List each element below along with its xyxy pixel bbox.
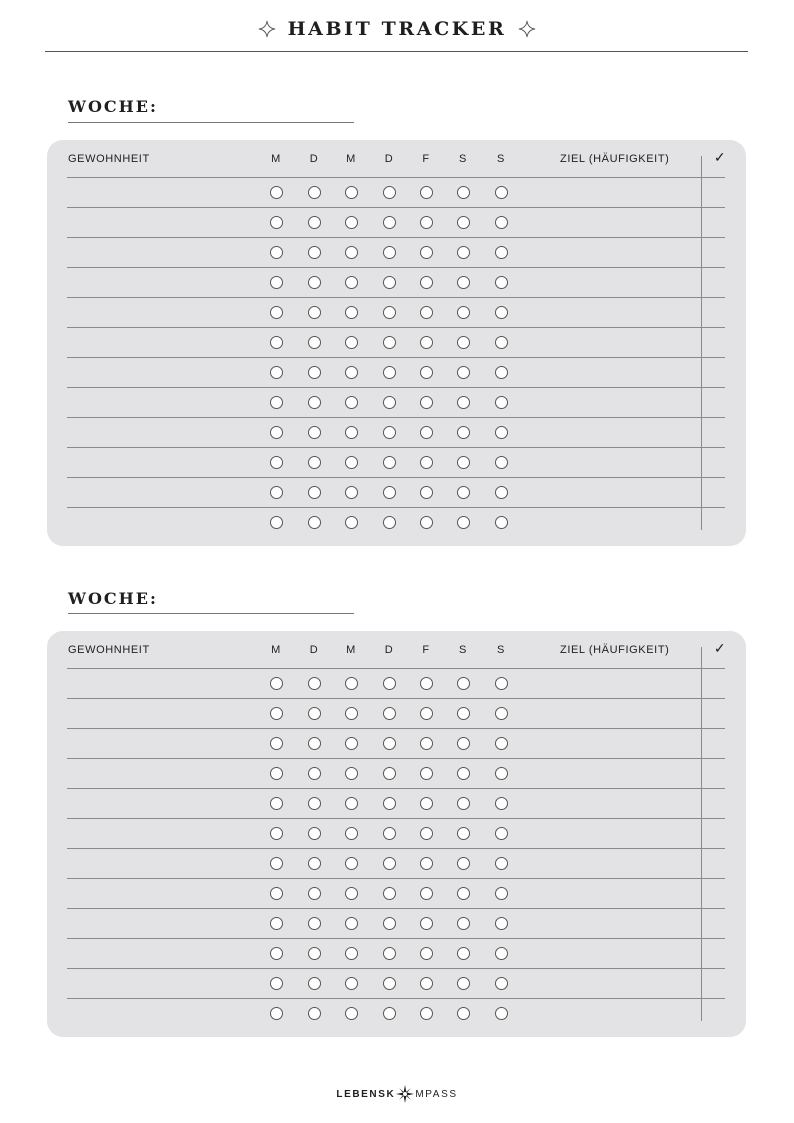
day-checkbox[interactable]: [457, 186, 470, 199]
day-checkbox[interactable]: [270, 516, 283, 529]
day-checkbox[interactable]: [457, 336, 470, 349]
day-checkbox[interactable]: [345, 336, 358, 349]
column-header-day: F: [422, 644, 430, 656]
day-checkbox[interactable]: [383, 426, 396, 439]
column-header-day: S: [497, 153, 505, 165]
column-header-check: ✓: [713, 640, 727, 656]
day-checkbox[interactable]: [495, 947, 508, 960]
day-checkbox[interactable]: [270, 246, 283, 259]
column-header-day: S: [459, 644, 467, 656]
brand-text-start: LEBENSK: [336, 1088, 396, 1100]
day-checkbox[interactable]: [270, 947, 283, 960]
day-checkbox[interactable]: [270, 216, 283, 229]
day-checkbox[interactable]: [457, 306, 470, 319]
day-checkbox[interactable]: [420, 737, 433, 750]
column-header-day: D: [309, 153, 319, 165]
habit-row-line[interactable]: [67, 477, 725, 478]
day-checkbox[interactable]: [383, 947, 396, 960]
day-checkbox[interactable]: [457, 797, 470, 810]
day-checkbox[interactable]: [383, 1007, 396, 1020]
day-checkbox[interactable]: [308, 246, 321, 259]
day-checkbox[interactable]: [270, 1007, 283, 1020]
day-checkbox[interactable]: [308, 677, 321, 690]
habit-row-line[interactable]: [67, 177, 725, 178]
day-checkbox[interactable]: [345, 917, 358, 930]
column-header-habit: GEWOHNHEIT: [68, 644, 150, 656]
day-checkbox[interactable]: [308, 1007, 321, 1020]
day-checkbox[interactable]: [495, 216, 508, 229]
column-header-day: D: [309, 644, 319, 656]
day-checkbox[interactable]: [420, 456, 433, 469]
day-checkbox[interactable]: [270, 186, 283, 199]
day-checkbox[interactable]: [457, 366, 470, 379]
day-checkbox[interactable]: [383, 186, 396, 199]
day-checkbox[interactable]: [495, 426, 508, 439]
day-checkbox[interactable]: [457, 216, 470, 229]
day-checkbox[interactable]: [495, 887, 508, 900]
day-checkbox[interactable]: [495, 306, 508, 319]
goal-column-divider: [701, 156, 702, 530]
day-checkbox[interactable]: [495, 396, 508, 409]
day-checkbox[interactable]: [457, 456, 470, 469]
day-checkbox[interactable]: [308, 366, 321, 379]
day-checkbox[interactable]: [270, 366, 283, 379]
day-checkbox[interactable]: [308, 737, 321, 750]
day-checkbox[interactable]: [345, 456, 358, 469]
day-checkbox[interactable]: [345, 947, 358, 960]
day-checkbox[interactable]: [420, 797, 433, 810]
column-header-day: M: [346, 153, 356, 165]
week-input-line[interactable]: [68, 613, 354, 614]
day-checkbox[interactable]: [383, 516, 396, 529]
day-checkbox[interactable]: [495, 456, 508, 469]
day-checkbox[interactable]: [345, 707, 358, 720]
day-checkbox[interactable]: [420, 977, 433, 990]
day-checkbox[interactable]: [345, 426, 358, 439]
day-checkbox[interactable]: [495, 186, 508, 199]
day-checkbox[interactable]: [495, 486, 508, 499]
day-checkbox[interactable]: [345, 827, 358, 840]
compass-rose-icon: [396, 1085, 414, 1103]
day-checkbox[interactable]: [420, 917, 433, 930]
page-header: [0, 14, 794, 44]
habit-row-line[interactable]: [67, 327, 725, 328]
day-checkbox[interactable]: [308, 767, 321, 780]
day-checkbox[interactable]: [495, 797, 508, 810]
day-checkbox[interactable]: [457, 767, 470, 780]
day-checkbox[interactable]: [270, 767, 283, 780]
day-checkbox[interactable]: [383, 857, 396, 870]
habit-row-line[interactable]: [67, 297, 725, 298]
day-checkbox[interactable]: [270, 486, 283, 499]
day-checkbox[interactable]: [345, 797, 358, 810]
day-checkbox[interactable]: [345, 887, 358, 900]
day-checkbox[interactable]: [457, 486, 470, 499]
day-checkbox[interactable]: [420, 857, 433, 870]
day-checkbox[interactable]: [495, 246, 508, 259]
day-checkbox[interactable]: [308, 216, 321, 229]
day-checkbox[interactable]: [345, 366, 358, 379]
day-checkbox[interactable]: [345, 767, 358, 780]
day-checkbox[interactable]: [420, 336, 433, 349]
day-checkbox[interactable]: [457, 516, 470, 529]
day-checkbox[interactable]: [308, 797, 321, 810]
habit-row-line[interactable]: [67, 668, 725, 669]
day-checkbox[interactable]: [383, 917, 396, 930]
habit-row-line[interactable]: [67, 417, 725, 418]
day-checkbox[interactable]: [420, 677, 433, 690]
day-checkbox[interactable]: [457, 887, 470, 900]
day-checkbox[interactable]: [345, 216, 358, 229]
brand-text-end: MPASS: [415, 1088, 458, 1100]
habit-row-line[interactable]: [67, 357, 725, 358]
day-checkbox[interactable]: [495, 366, 508, 379]
day-checkbox[interactable]: [270, 737, 283, 750]
day-checkbox[interactable]: [270, 396, 283, 409]
day-checkbox[interactable]: [308, 396, 321, 409]
day-checkbox[interactable]: [383, 737, 396, 750]
column-header-day: F: [422, 153, 430, 165]
footer-brand: [0, 1085, 794, 1103]
day-checkbox[interactable]: [383, 396, 396, 409]
day-checkbox[interactable]: [270, 336, 283, 349]
day-checkbox[interactable]: [420, 396, 433, 409]
habit-row-line[interactable]: [67, 788, 725, 789]
day-checkbox[interactable]: [270, 426, 283, 439]
day-checkbox[interactable]: [345, 677, 358, 690]
week-label: WOCHE:: [68, 97, 158, 116]
day-checkbox[interactable]: [383, 276, 396, 289]
day-checkbox[interactable]: [383, 456, 396, 469]
day-checkbox[interactable]: [345, 306, 358, 319]
habit-row-line[interactable]: [67, 818, 725, 819]
day-checkbox[interactable]: [345, 516, 358, 529]
sparkle-icon: [518, 20, 536, 38]
day-checkbox[interactable]: [308, 186, 321, 199]
goal-column-divider: [701, 647, 702, 1021]
day-checkbox[interactable]: [457, 737, 470, 750]
title-divider: [45, 51, 748, 52]
day-checkbox[interactable]: [383, 366, 396, 379]
day-checkbox[interactable]: [457, 977, 470, 990]
day-checkbox[interactable]: [383, 887, 396, 900]
day-checkbox[interactable]: [457, 947, 470, 960]
day-checkbox[interactable]: [495, 827, 508, 840]
day-checkbox[interactable]: [383, 677, 396, 690]
column-header-day: D: [384, 153, 394, 165]
day-checkbox[interactable]: [420, 767, 433, 780]
day-checkbox[interactable]: [308, 977, 321, 990]
column-header-day: M: [271, 644, 281, 656]
day-checkbox[interactable]: [457, 1007, 470, 1020]
day-checkbox[interactable]: [345, 396, 358, 409]
week-input-line[interactable]: [68, 122, 354, 123]
day-checkbox[interactable]: [308, 887, 321, 900]
day-checkbox[interactable]: [308, 276, 321, 289]
day-checkbox[interactable]: [383, 336, 396, 349]
habit-row-line[interactable]: [67, 447, 725, 448]
column-header-day: D: [384, 644, 394, 656]
day-checkbox[interactable]: [457, 677, 470, 690]
day-checkbox[interactable]: [270, 677, 283, 690]
day-checkbox[interactable]: [420, 186, 433, 199]
day-checkbox[interactable]: [270, 797, 283, 810]
habit-row-line[interactable]: [67, 908, 725, 909]
day-checkbox[interactable]: [308, 827, 321, 840]
day-checkbox[interactable]: [495, 707, 508, 720]
day-checkbox[interactable]: [345, 186, 358, 199]
day-checkbox[interactable]: [495, 677, 508, 690]
day-checkbox[interactable]: [345, 1007, 358, 1020]
day-checkbox[interactable]: [270, 917, 283, 930]
day-checkbox[interactable]: [420, 306, 433, 319]
day-checkbox[interactable]: [420, 707, 433, 720]
day-checkbox[interactable]: [420, 887, 433, 900]
week-label: WOCHE:: [68, 589, 158, 608]
day-checkbox[interactable]: [270, 456, 283, 469]
day-checkbox[interactable]: [270, 887, 283, 900]
day-checkbox[interactable]: [345, 977, 358, 990]
day-checkbox[interactable]: [457, 396, 470, 409]
sparkle-icon: [258, 20, 276, 38]
habit-row-line[interactable]: [67, 728, 725, 729]
day-checkbox[interactable]: [420, 516, 433, 529]
day-checkbox[interactable]: [457, 827, 470, 840]
column-header-habit: GEWOHNHEIT: [68, 153, 150, 165]
day-checkbox[interactable]: [495, 917, 508, 930]
column-header-check: ✓: [713, 149, 727, 165]
habit-row-line[interactable]: [67, 878, 725, 879]
day-checkbox[interactable]: [457, 707, 470, 720]
day-checkbox[interactable]: [383, 216, 396, 229]
day-checkbox[interactable]: [308, 426, 321, 439]
day-checkbox[interactable]: [308, 917, 321, 930]
day-checkbox[interactable]: [308, 947, 321, 960]
habit-table: [47, 631, 746, 1037]
day-checkbox[interactable]: [383, 797, 396, 810]
day-checkbox[interactable]: [495, 857, 508, 870]
day-checkbox[interactable]: [457, 917, 470, 930]
day-checkbox[interactable]: [495, 737, 508, 750]
habit-row-line[interactable]: [67, 387, 725, 388]
day-checkbox[interactable]: [308, 306, 321, 319]
habit-row-line[interactable]: [67, 507, 725, 508]
habit-row-line[interactable]: [67, 758, 725, 759]
day-checkbox[interactable]: [270, 707, 283, 720]
column-header-day: S: [497, 644, 505, 656]
day-checkbox[interactable]: [308, 857, 321, 870]
day-checkbox[interactable]: [495, 336, 508, 349]
habit-row-line[interactable]: [67, 848, 725, 849]
column-header-goal: ZIEL (HÄUFIGKEIT): [560, 153, 670, 165]
column-header-goal: ZIEL (HÄUFIGKEIT): [560, 644, 670, 656]
day-checkbox[interactable]: [345, 276, 358, 289]
day-checkbox[interactable]: [420, 246, 433, 259]
habit-row-line[interactable]: [67, 938, 725, 939]
day-checkbox[interactable]: [383, 707, 396, 720]
day-checkbox[interactable]: [420, 1007, 433, 1020]
habit-row-line[interactable]: [67, 237, 725, 238]
day-checkbox[interactable]: [495, 1007, 508, 1020]
day-checkbox[interactable]: [308, 486, 321, 499]
day-checkbox[interactable]: [383, 246, 396, 259]
day-checkbox[interactable]: [308, 456, 321, 469]
day-checkbox[interactable]: [420, 486, 433, 499]
day-checkbox[interactable]: [270, 857, 283, 870]
day-checkbox[interactable]: [345, 486, 358, 499]
day-checkbox[interactable]: [383, 486, 396, 499]
habit-row-line[interactable]: [67, 267, 725, 268]
day-checkbox[interactable]: [383, 767, 396, 780]
day-checkbox[interactable]: [308, 516, 321, 529]
day-checkbox[interactable]: [420, 947, 433, 960]
day-checkbox[interactable]: [270, 276, 283, 289]
day-checkbox[interactable]: [495, 977, 508, 990]
day-checkbox[interactable]: [457, 857, 470, 870]
habit-row-line[interactable]: [67, 207, 725, 208]
day-checkbox[interactable]: [495, 276, 508, 289]
day-checkbox[interactable]: [345, 857, 358, 870]
day-checkbox[interactable]: [420, 366, 433, 379]
day-checkbox[interactable]: [420, 827, 433, 840]
day-checkbox[interactable]: [495, 516, 508, 529]
day-checkbox[interactable]: [345, 246, 358, 259]
day-checkbox[interactable]: [420, 216, 433, 229]
day-checkbox[interactable]: [383, 977, 396, 990]
day-checkbox[interactable]: [383, 827, 396, 840]
day-checkbox[interactable]: [270, 977, 283, 990]
habit-row-line[interactable]: [67, 998, 725, 999]
column-header-day: S: [459, 153, 467, 165]
page-title: HABIT TRACKER: [287, 18, 507, 40]
day-checkbox[interactable]: [270, 306, 283, 319]
habit-row-line[interactable]: [67, 698, 725, 699]
habit-table: [47, 140, 746, 546]
day-checkbox[interactable]: [420, 426, 433, 439]
habit-row-line[interactable]: [67, 968, 725, 969]
column-header-day: M: [346, 644, 356, 656]
day-checkbox[interactable]: [495, 767, 508, 780]
day-checkbox[interactable]: [345, 737, 358, 750]
day-checkbox[interactable]: [383, 306, 396, 319]
day-checkbox[interactable]: [457, 246, 470, 259]
day-checkbox[interactable]: [457, 276, 470, 289]
day-checkbox[interactable]: [420, 276, 433, 289]
day-checkbox[interactable]: [457, 426, 470, 439]
day-checkbox[interactable]: [308, 707, 321, 720]
day-checkbox[interactable]: [270, 827, 283, 840]
day-checkbox[interactable]: [308, 336, 321, 349]
column-header-day: M: [271, 153, 281, 165]
